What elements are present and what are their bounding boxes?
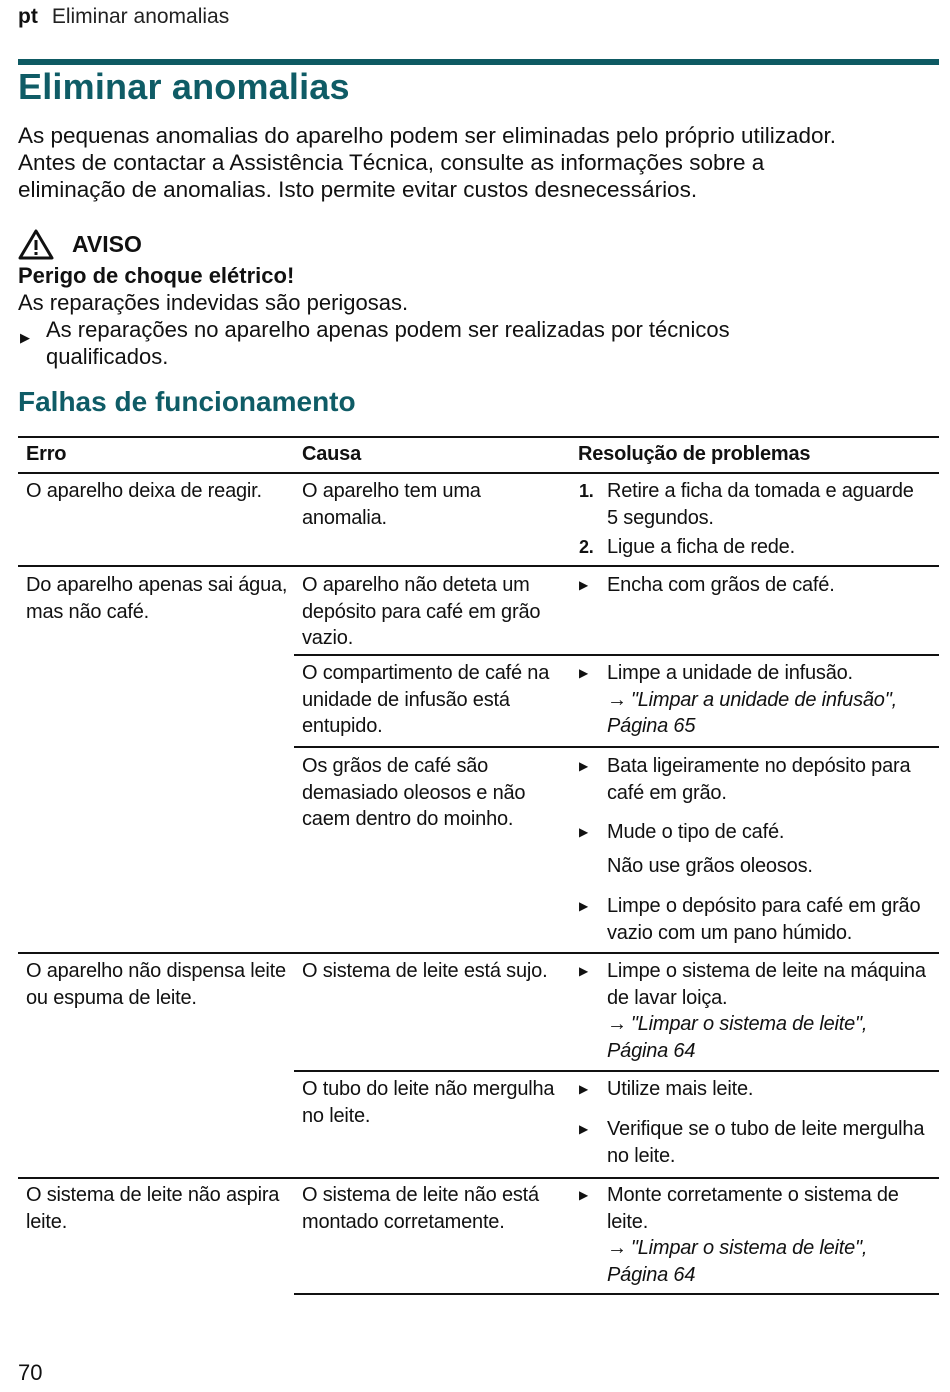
bullet-icon: ▶	[579, 964, 589, 978]
cell-line: O compartimento de café na	[302, 662, 550, 684]
warning-bullet	[18, 316, 943, 370]
bullet-item	[579, 1116, 925, 1169]
cell-line: no leite.	[302, 1104, 371, 1127]
intro-line: As pequenas anomalias do aparelho podem ser eliminadas pelo próprio utilizador.	[18, 123, 837, 148]
reference-text: "Limpar a unidade de infusão",	[630, 688, 897, 711]
cell-line: entupido.	[302, 715, 383, 737]
page-number: 70	[18, 1360, 43, 1385]
table-rule	[18, 436, 939, 438]
page-reference-link[interactable]	[607, 687, 897, 714]
warning-triangle-icon	[18, 228, 54, 260]
bullet-item	[579, 1182, 899, 1288]
table-rule	[18, 565, 939, 567]
column-header-erro: Erro	[26, 443, 67, 465]
cell-line: vazio com um pano húmido.	[607, 921, 853, 944]
page-reference-link[interactable]	[607, 1235, 899, 1262]
cell-line: leite.	[26, 1210, 68, 1233]
warning-bullet-line: qualificados.	[46, 344, 169, 369]
table-rule	[18, 952, 939, 954]
cell-line: O aparelho tem uma	[302, 480, 481, 502]
cell-line: 5 segundos.	[607, 506, 714, 529]
arrow-icon: →	[607, 1013, 627, 1035]
cell-line: Não use grãos oleosos.	[607, 854, 813, 877]
cell-line: Bata ligeiramente no depósito para	[607, 755, 911, 777]
bullet-icon: ▶	[579, 666, 589, 680]
bullet-icon: ▶	[20, 330, 30, 345]
table-cell-erro	[26, 572, 287, 625]
danger-title: Perigo de choque elétrico!	[18, 263, 295, 288]
section-title: Falhas de funcionamento	[18, 386, 356, 417]
cell-line: caem dentro do moinho.	[302, 808, 514, 830]
table-cell-causa	[302, 1182, 539, 1235]
step-item	[579, 478, 914, 531]
table-cell-causa	[302, 572, 540, 652]
cell-line: Limpe a unidade de infusão.	[607, 662, 853, 684]
warning-heading	[18, 226, 943, 262]
cell-line: Mude o tipo de café.	[607, 821, 785, 843]
reference-text: "Limpar o sistema de leite",	[630, 1013, 868, 1035]
cell-line: O aparelho deixa de reagir.	[26, 480, 262, 502]
table-cell-erro	[26, 478, 262, 505]
bullet-item	[579, 572, 835, 599]
table-cell-causa	[302, 1076, 554, 1129]
cell-line: Verifique se o tubo de leite mergulha	[607, 1118, 925, 1140]
page-reference-link[interactable]	[607, 1011, 926, 1038]
cell-line: O sistema de leite está sujo.	[302, 960, 548, 982]
cell-line: Limpe o depósito para café em grão	[607, 895, 921, 917]
cell-line: leite.	[607, 1210, 649, 1233]
bullet-item	[579, 1076, 754, 1103]
bullet-item	[579, 958, 926, 1064]
step-item	[579, 534, 795, 561]
reference-page[interactable]: Página 65	[607, 715, 696, 737]
step-number: 1.	[579, 481, 594, 501]
intro-paragraph	[18, 122, 943, 203]
table-rule	[18, 1177, 939, 1179]
bullet-icon: ▶	[579, 1188, 589, 1202]
table-rule	[294, 1070, 939, 1072]
table-rule	[294, 1293, 939, 1295]
cell-line: Ligue a ficha de rede.	[607, 536, 795, 558]
bullet-icon: ▶	[579, 759, 589, 773]
table-cell-causa	[302, 660, 549, 740]
table-cell-erro	[26, 958, 286, 1011]
table-cell-erro	[26, 1182, 279, 1235]
arrow-icon: →	[607, 688, 627, 711]
intro-line: Antes de contactar a Assistência Técnica, consulte as informações sobre a	[18, 150, 765, 175]
intro-line: eliminação de anomalias. Isto permite evitar custos desnecessários.	[18, 177, 698, 202]
cell-line: vazio.	[302, 627, 354, 649]
language-code: pt	[18, 5, 38, 28]
running-header	[18, 5, 229, 29]
bullet-icon: ▶	[579, 899, 589, 913]
bullet-icon: ▶	[579, 1122, 589, 1136]
cell-line: demasiado oleosos e não	[302, 781, 526, 804]
running-header-section: Eliminar anomalias	[51, 5, 230, 28]
table-rule	[294, 746, 939, 748]
bullet-icon: ▶	[579, 578, 589, 592]
table-cell-causa	[302, 753, 525, 833]
cell-line: Utilize mais leite.	[607, 1078, 754, 1100]
cell-line: O tubo do leite não mergulha	[302, 1078, 555, 1100]
cell-line: ou espuma de leite.	[26, 986, 197, 1009]
cell-line: mas não café.	[26, 600, 150, 623]
warning-label: AVISO	[72, 230, 142, 257]
cell-line: depósito para café em grão	[302, 600, 541, 623]
cell-line: anomalia.	[302, 506, 387, 529]
cell-line: de lavar loiça.	[607, 986, 728, 1009]
table-cell-causa	[302, 958, 547, 985]
cell-line: O aparelho não deteta um	[302, 574, 530, 596]
step-number: 2.	[579, 537, 594, 557]
column-header-causa: Causa	[302, 443, 362, 465]
cell-line: Limpe o sistema de leite na máquina	[607, 960, 926, 982]
cell-line: O aparelho não dispensa leite	[26, 960, 286, 982]
warning-bullet-line: As reparações no aparelho apenas podem ser realizadas por técnicos	[46, 317, 730, 342]
warning-text: As reparações indevidas são perigosas.	[18, 290, 409, 315]
table-rule	[294, 654, 939, 656]
cell-line: unidade de infusão está	[302, 688, 510, 711]
arrow-icon: →	[607, 1237, 627, 1259]
column-header-resolucao: Resolução de problemas	[578, 443, 811, 465]
cell-line: no leite.	[607, 1144, 676, 1167]
table-rule	[18, 472, 939, 474]
cell-line: café em grão.	[607, 781, 727, 804]
warning-box	[18, 226, 943, 370]
cell-line: Monte corretamente o sistema de	[607, 1184, 899, 1206]
cell-line: O sistema de leite não aspira	[26, 1184, 280, 1206]
cell-line: Os grãos de café são	[302, 755, 489, 777]
cell-line: Do aparelho apenas sai água,	[26, 574, 288, 596]
cell-line: O sistema de leite não está	[302, 1184, 539, 1206]
reference-page[interactable]: Página 64	[607, 1039, 696, 1062]
table-cell-causa	[302, 478, 481, 531]
reference-text: "Limpar o sistema de leite",	[630, 1237, 868, 1259]
bullet-item	[579, 893, 921, 946]
bullet-item	[579, 819, 813, 879]
header-rule	[18, 59, 939, 65]
bullet-item	[579, 753, 911, 806]
cell-line: Retire a ficha da tomada e aguarde	[607, 480, 914, 502]
bullet-item	[579, 660, 897, 740]
page-title: Eliminar anomalias	[18, 66, 350, 107]
cell-line: Encha com grãos de café.	[607, 574, 835, 596]
bullet-icon: ▶	[579, 825, 589, 839]
reference-page[interactable]: Página 64	[607, 1263, 696, 1286]
bullet-icon: ▶	[579, 1082, 589, 1096]
cell-line: montado corretamente.	[302, 1210, 505, 1233]
